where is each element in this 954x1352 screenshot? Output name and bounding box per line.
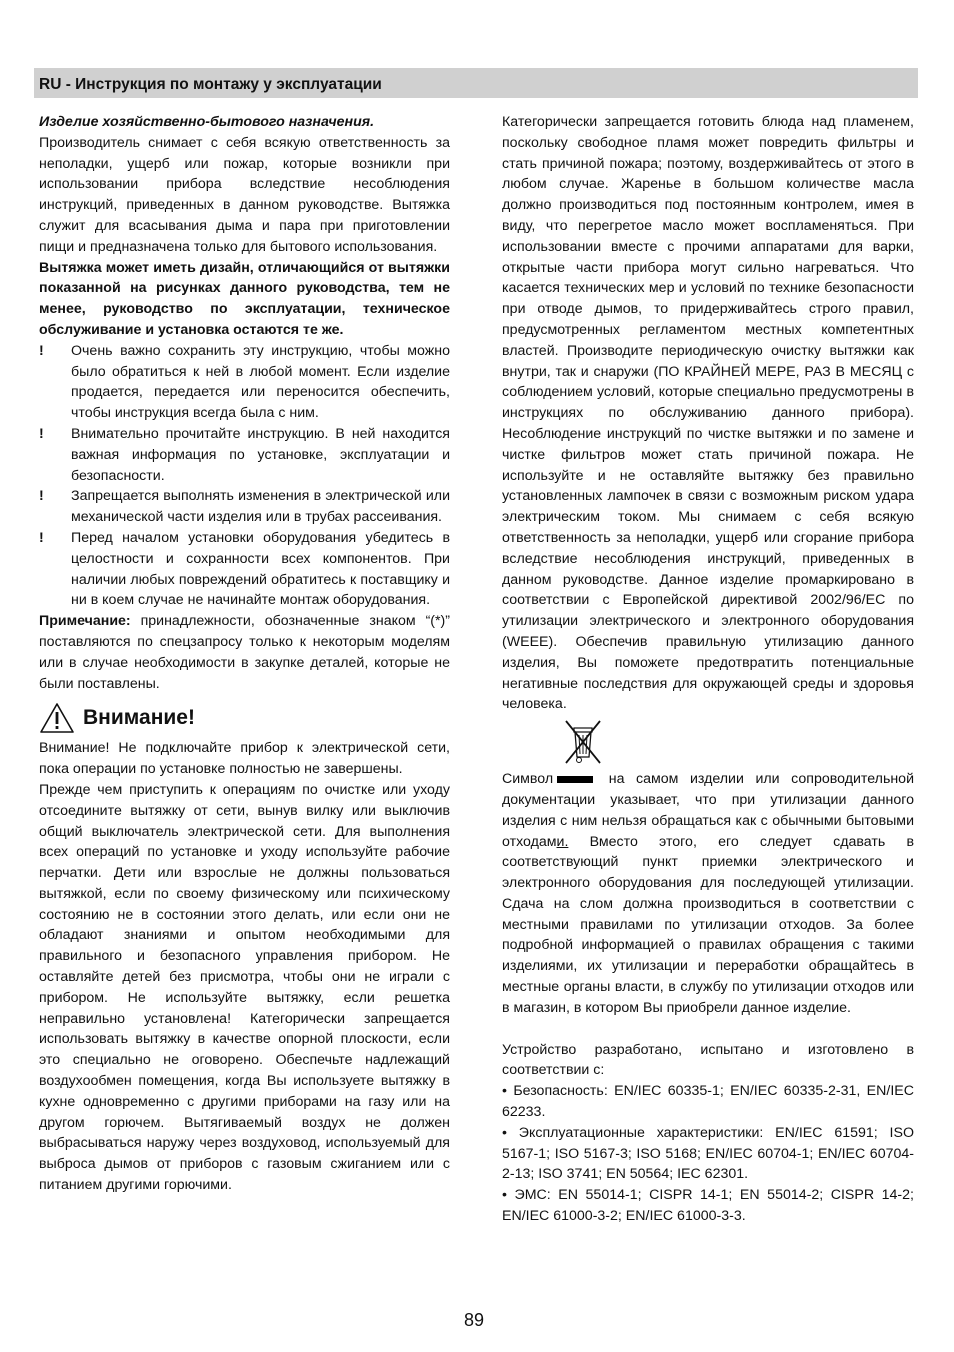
weee-text: на самом изделии или сопроводительной документации указывает, что при утилизации данного изделия с ним нельзя обращаться как с обычными бытовыми отходам — [502, 771, 914, 850]
exclamation-icon: ! — [39, 425, 44, 442]
compliance-item: • ЭМС: EN 55014-1; CISPR 14-1; EN 55014-2; CISPR 14-2; EN/IEC 61000-3-2; EN/IEC 61000-3-3. — [502, 1187, 914, 1225]
left-column — [39, 112, 450, 1196]
bullet-item — [39, 424, 450, 486]
bullet-item — [39, 341, 450, 424]
warning-title: Внимание! — [83, 705, 195, 729]
warning-triangle-icon — [39, 702, 75, 734]
black-bar-icon — [557, 776, 593, 783]
compliance-intro: Устройство разработано, испытано и изготовлено в соответствии с: — [502, 1041, 914, 1079]
page-number: 89 — [464, 1310, 485, 1330]
bullet-text: Запрещается выполнять изменения в электрической или механической части изделия или в трубах рассеивания. — [71, 488, 450, 526]
weee-text: Вместо этого, его следует сдавать в соответствующий пункт приемки электрического и электронного оборудования для последующей утилизации. Сдача на слом должна производиться в соответствии с местными правилами по утилизации отходов. За более подробной информацией о правилах обращения с такими изделиями, их утилизации и переработки обращайтесь в местные органы власти, в службу по утилизации отходов или в магазин, в котором Вы приобрели данное изделие. — [502, 833, 914, 1016]
note-text: принадлежности, обозначенные знаком “(*)” поставляются по спецзапросу только к некоторым моделям или в случае необходимости в закупке деталей, которые не были поставлены. — [39, 613, 450, 692]
symbol-word: Символ — [502, 771, 554, 788]
intro-heading: Изделие хозяйственно-бытового назначения. — [39, 114, 375, 130]
weee-text-underlined: и. — [556, 833, 569, 850]
bullet-text: Перед началом установки оборудования убедитесь в целостности и сохранности всех компонентов. При наличии любых повреждений обратитесь к поставщику и ни в коем случае не начинайте монтаж оборудования. — [71, 529, 450, 609]
weee-symbol-row — [502, 719, 914, 769]
note-paragraph — [39, 611, 450, 694]
warning-heading — [39, 702, 450, 734]
safety-paragraph: Категорически запрещается готовить блюда над пламенем, поскольку свободное пламя может повредить фильтры и стать причиной пожара; поэтому, воздерживайтесь от этого в любом случае. Жаренье в большом количестве масла должно производиться под постоянным контролем, имея в виду, что перегретое масло может воспламеняться. При использовании вместе с прочими аппаратами для варки, открытые части прибора могут сильно нагреваться. Что касается технических мер и условий по технике безопасности при отводе дымов, то придерживайтесь строго правил, предусмотренных регламентом местных компетентных властей. Производите периодическую очистку вытяжки как внутри, так и снаружи (ПО КРАЙНЕЙ МЕРЕ, РАЗ В МЕСЯЦ с соблюдением условий, которые специально предусмотрены в инструкциях по обслуживанию данного прибора). Несоблюдение инструкций по чистке вытяжки и по замене и чистке фильтров может стать причиной пожара. Не используйте и не оставляйте вытяжку без правильно установленных лампочек в связи с возможным риском удара электрическим током. Мы снимаем с себя всякую ответственность за неполадки, ущерб или сгорание прибора вследствие несоблюдения инструкций, приведенных в данном руководстве. Данное изделие промаркировано в соответствии с Европейской директивой 2002/96/EC по утилизации электрического и электронного оборудования (WEEE). Обеспечив правильную утилизацию данного изделия, Вы поможете предотвратить потенциальные негативные последствия для окружающей среды и здоровья человека. — [502, 114, 914, 713]
warning-text: Внимание! Не подключайте прибор к электрической сети, пока операции по установке полностью не завершены. — [39, 740, 450, 778]
section-header — [34, 68, 918, 98]
warning-text: Прежде чем приступить к операциям по очистке или уходу отсоедините вытяжку от сети, вынув вилку или выключив общий выключатель электрической сети. Для выполнения всех операций по установке и уходу используйте рабочие перчатки. Дети или взрослые не должны пользоваться вытяжкой, если по своему физическому или психическому состоянию не в состоянии этого делать, или если они не обладают знаниями и опытом необходимыми для правильного и безопасного управления прибором. Не оставляйте детей без присмотра, чтобы они не играли с прибором. Не используйте вытяжку, если решетка неправильно установлена! Категорически запрещается использовать вытяжку в качестве опорной плоскости, если это специально не оговорено. Обеспечьте надлежащий воздухообмен помещения, когда Вы используете вытяжку в кухне одновременно с другими приборами на газу или на другом горючем. Вытягиваемый воздух не должен выбрасываться наружу через воздуховод, используемый для выброса дымов от приборов с газовым сжиганием или с питанием другими горючими. — [39, 781, 450, 1194]
bullet-item — [39, 528, 450, 611]
bullet-text: Очень важно сохранить эту инструкцию, чтобы можно было обратиться к ней в любой момент. Если изделие продается, передается или переносится обеспечить, чтобы инструкция всегда была с ним. — [71, 342, 450, 422]
exclamation-icon: ! — [39, 529, 44, 546]
compliance-item: • Эксплуатационные характеристики: EN/IEC 61591; ISO 5167-1; ISO 5167-3; ISO 5168; EN/IEC 60704-1; EN/IEC 60704-2-13; ISO 3741; EN 50564; IEC 62301. — [502, 1124, 914, 1183]
compliance-item: • Безопасность: EN/IEC 60335-1; EN/IEC 60335-2-31, EN/IEC 62233. — [502, 1083, 914, 1121]
bullet-text: Внимательно прочитайте инструкцию. В ней находится важная информация по установке, эксплуатации и безопасности. — [71, 425, 450, 484]
design-note: Вытяжка может иметь дизайн, отличающийся от вытяжки показанной на рисунках данного руководства, тем не менее, руководство по эксплуатации, техническое обслуживание и установка остаются те же. — [39, 259, 450, 338]
exclamation-icon: ! — [39, 488, 44, 505]
section-title: RU - Инструкция по монтажу у эксплуатации — [39, 76, 382, 93]
crossed-bin-icon — [562, 719, 604, 765]
bullet-item — [39, 486, 450, 528]
weee-paragraph — [502, 769, 914, 1019]
exclamation-icon: ! — [39, 342, 44, 359]
right-column — [502, 112, 914, 1227]
note-label: Примечание: — [39, 613, 131, 630]
intro-text: Производитель снимает с себя всякую ответственность за неполадки, ущерб или пожар, которые возникли при использовании прибора вследствие несоблюдения инструкций, приведенных в данном руководстве. Вытяжка служит для всасывания дыма и пара при приготовлении пищи и предназначена только для бытового использования. — [39, 134, 450, 255]
